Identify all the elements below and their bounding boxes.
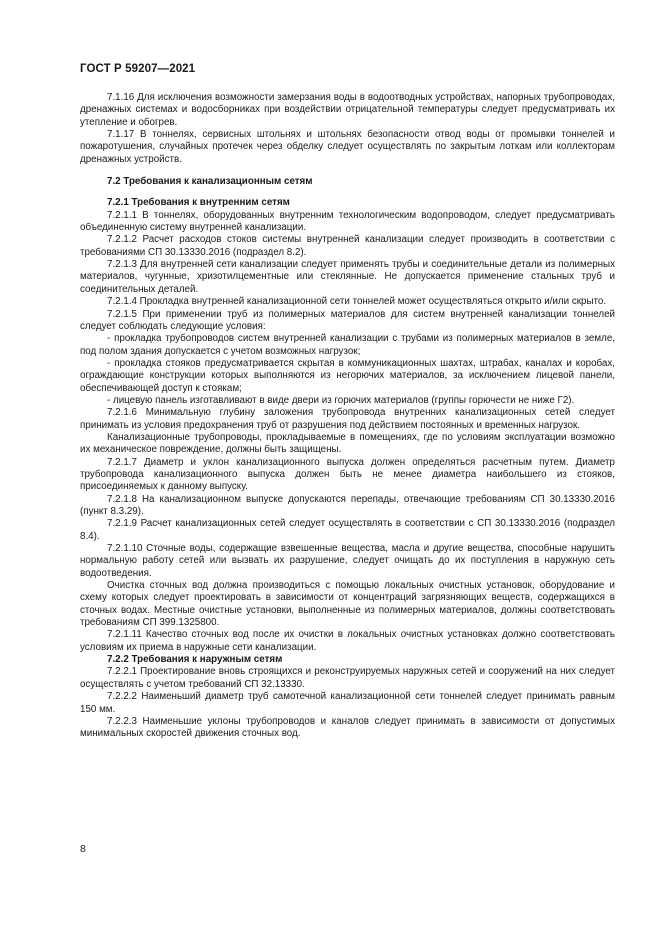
page-number: 8 — [80, 843, 86, 855]
paragraph-7-2-1-1: 7.2.1.1 В тоннелях, оборудованных внутренним технологическим водопроводом, следует предусматривать объединенную систему внутренней канализации. — [80, 209, 615, 234]
paragraph-7-2-1-11: 7.2.1.11 Качество сточных вод после их очистки в локальных очистных установках должно соответствовать условиям их приема в наружные сети канализации. — [80, 629, 615, 653]
document-body — [80, 92, 615, 741]
subsection-heading-7-2-1: 7.2.1 Требования к внутренним сетям — [107, 197, 290, 209]
paragraph-7-1-16: 7.1.16 Для исключения возможности замерзания воды в водоотводных устройствах, напорных трубопроводах, дренажных системах и водосборниках при воздействии отрицательной температуры следует предусматривать их утепление и обогрев. — [80, 92, 615, 128]
paragraph-7-2-1-5: 7.2.1.5 При применении труб из полимерных материалов для систем внутренней канализации тоннелей следует соблюдать следующие условия: — [80, 308, 615, 332]
paragraph-7-2-2-3: 7.2.2.3 Наименьшие уклоны трубопроводов и каналов следует принимать в зависимости от допустимых минимальных скоростей движения сточных вод. — [80, 715, 615, 740]
paragraph-7-2-2-2: 7.2.2.2 Наименьший диаметр труб самотечной канализационной сети тоннелей следует принимать равным 150 мм. — [80, 691, 615, 715]
paragraph-wastewater-treatment: Очистка сточных вод должна производиться с помощью локальных очистных установок, оборудование и схему которых следует проектировать в зависимости от концентраций загрязняющих веществ, содержащихся в сточных водах. Местные очистные установки, выполненные из полимерных материалов, должны соответствовать требованиям СП 399.1325800. — [80, 580, 615, 629]
document-header: ГОСТ Р 59207—2021 — [80, 63, 196, 75]
paragraph-7-2-1-7: 7.2.1.7 Диаметр и уклон канализационного выпуска должен определяться расчетным путем. Диаметр трубопровода канализационного выпуска должен быть не менее диаметра наибольшего из стояков, присоединяемых к данному выпуску. — [80, 456, 615, 493]
paragraph-7-2-2-1: 7.2.2.1 Проектирование вновь строящихся и реконструируемых наружных сетей и сооружений на них следует осуществлять с учетом требований СП 32.13330. — [80, 666, 615, 690]
list-item-condition-2: - прокладка стояков предусматривается скрытая в коммуникационных шахтах, штрабах, каналах и коробах, ограждающие конструкции которых выполняются из негорючих материалов, за исключением лицевой панели, обеспечивающей доступ к стоякам; — [80, 357, 615, 394]
paragraph-7-2-1-8: 7.2.1.8 На канализационном выпуске допускаются перепады, отвечающие требованиям СП 30.13330.2016 (пункт 8.3.29). — [80, 493, 615, 517]
paragraph-7-2-1-3: 7.2.1.3 Для внутренней сети канализации следует применять трубы и соединительные детали из полимерных материалов, чугунные, хризотилцементные или стеклянные. Не допускается применение стальных труб и соединительных деталей. — [80, 259, 615, 295]
paragraph-pipelines-protection: Канализационные трубопроводы, прокладываемые в помещениях, где по условиям эксплуатации возможно их механическое повреждение, должны быть защищены. — [80, 431, 615, 456]
list-item-condition-1: - прокладка трубопроводов систем внутренней канализации с трубами из полимерных материалов в земле, под полом здания допускается с учетом возможных нагрузок; — [80, 333, 615, 357]
paragraph-7-2-1-2: 7.2.1.2 Расчет расходов стоков системы внутренней канализации следует производить в соответствии с требованиями СП 30.13330.2016 (подраздел 8.2). — [80, 234, 615, 258]
section-heading-7-2: 7.2 Требования к канализационным сетям — [107, 176, 313, 188]
paragraph-7-1-17: 7.1.17 В тоннелях, сервисных штольнях и штольнях безопасности отвод воды от промывки тоннелей и пожаротушения, случайных протечек через обделку следует осуществлять по закрытым лоткам или коллекторам дренажных устройств. — [80, 129, 615, 165]
list-item-condition-3: - лицевую панель изготавливают в виде двери из горючих материалов (группы горючести не ниже Г2). — [107, 394, 575, 406]
paragraph-7-2-1-9: 7.2.1.9 Расчет канализационных сетей следует осуществлять в соответствии с СП 30.13330.2016 (подраздел 8.4). — [80, 518, 615, 542]
paragraph-7-2-1-4: 7.2.1.4 Прокладка внутренней канализационной сети тоннелей может осуществляться открыто и/или скрыто. — [107, 296, 607, 308]
subsection-heading-7-2-2: 7.2.2 Требования к наружным сетям — [107, 654, 283, 666]
paragraph-7-2-1-10: 7.2.1.10 Сточные воды, содержащие взвешенные вещества, масла и другие вещества, способные нарушить нормальную работу сетей или вызвать их разрушение, следует очищать до их поступления в наружную сеть водоотведения. — [80, 543, 615, 579]
paragraph-7-2-1-6: 7.2.1.6 Минимальную глубину заложения трубопровода внутренних канализационных сетей следует принимать из условия предохранения труб от разрушения под действием постоянных и временных нагрузок. — [80, 407, 615, 431]
